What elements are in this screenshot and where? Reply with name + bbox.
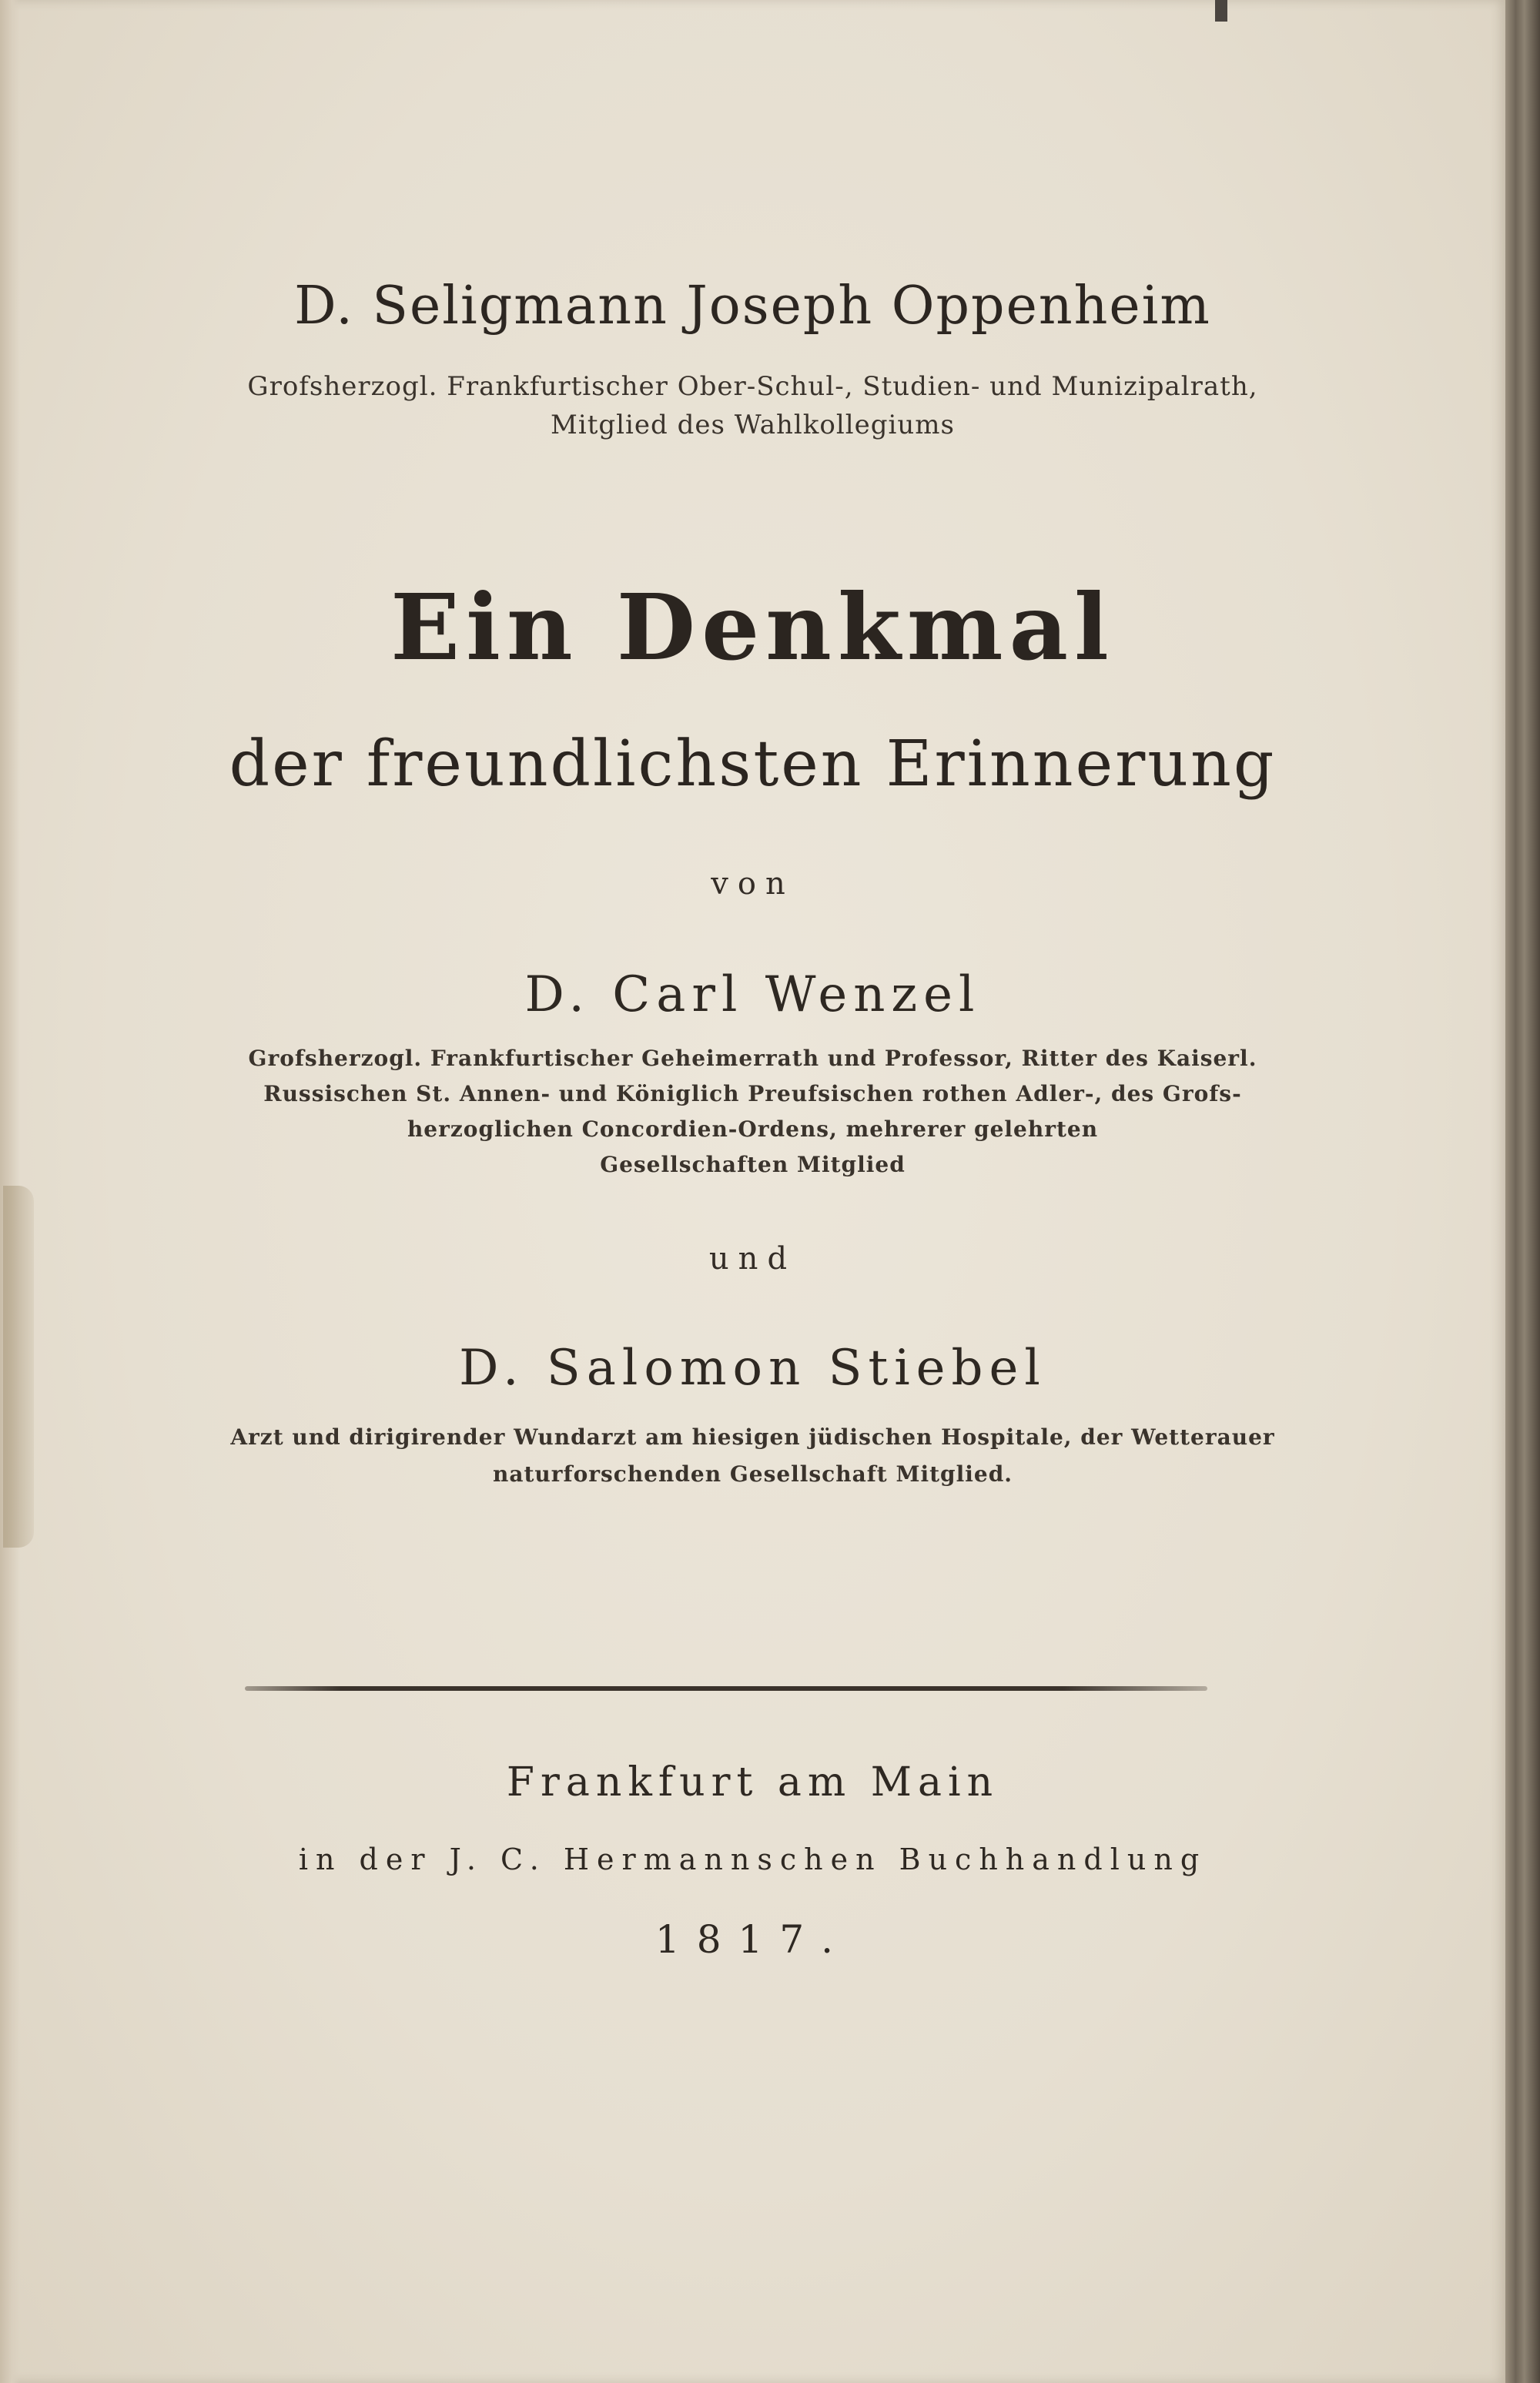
- author-name: D. Seligmann Joseph Oppenheim: [294, 276, 1211, 336]
- contributor-1-description-line-1: Grofsherzogl. Frankfurtischer Geheimerrath und Professor, Ritter des Kaiserl.: [248, 1046, 1257, 1071]
- imprint-publisher: in der J. C. Hermannschen Buchhandlung: [298, 1842, 1207, 1876]
- and-word: und: [708, 1241, 797, 1277]
- author-description-line-1: Grofsherzogl. Frankfurtischer Ober-Schul-, Studien- und Munizipalrath,: [247, 371, 1258, 402]
- imprint-place: Frankfurt am Main: [506, 1759, 999, 1806]
- contributor-1-description-line-4: Gesellschaften Mitglied: [600, 1152, 906, 1177]
- by-word: von: [711, 866, 795, 902]
- contributor-2-description-line-2: naturforschenden Gesellschaft Mitglied.: [492, 1461, 1013, 1487]
- horizontal-rule: [245, 1686, 1207, 1691]
- contributor-1-description-line-3: herzoglichen Concordien-Ordens, mehrerer gelehrten: [407, 1116, 1099, 1142]
- contributor-1-name: D. Carl Wenzel: [524, 966, 981, 1023]
- author-description-line-2: Mitglied des Wahlkollegiums: [551, 410, 955, 440]
- imprint-year: 1817.: [654, 1917, 851, 1962]
- book-page-edges: [1505, 0, 1540, 2383]
- contributor-1-description-line-2: Russischen St. Annen- und Königlich Preufsischen rothen Adler-, des Grofs-: [263, 1081, 1242, 1106]
- contributor-2-description-line-1: Arzt und dirigirender Wundarzt am hiesigen jüdischen Hospitale, der Wetterauer: [230, 1424, 1275, 1450]
- book-subtitle: der freundlichsten Erinnerung: [229, 728, 1277, 801]
- page-corner-tab: [1215, 0, 1227, 22]
- contributor-2-name: D. Salomon Stiebel: [459, 1340, 1046, 1397]
- book-title: Ein Denkmal: [390, 574, 1115, 681]
